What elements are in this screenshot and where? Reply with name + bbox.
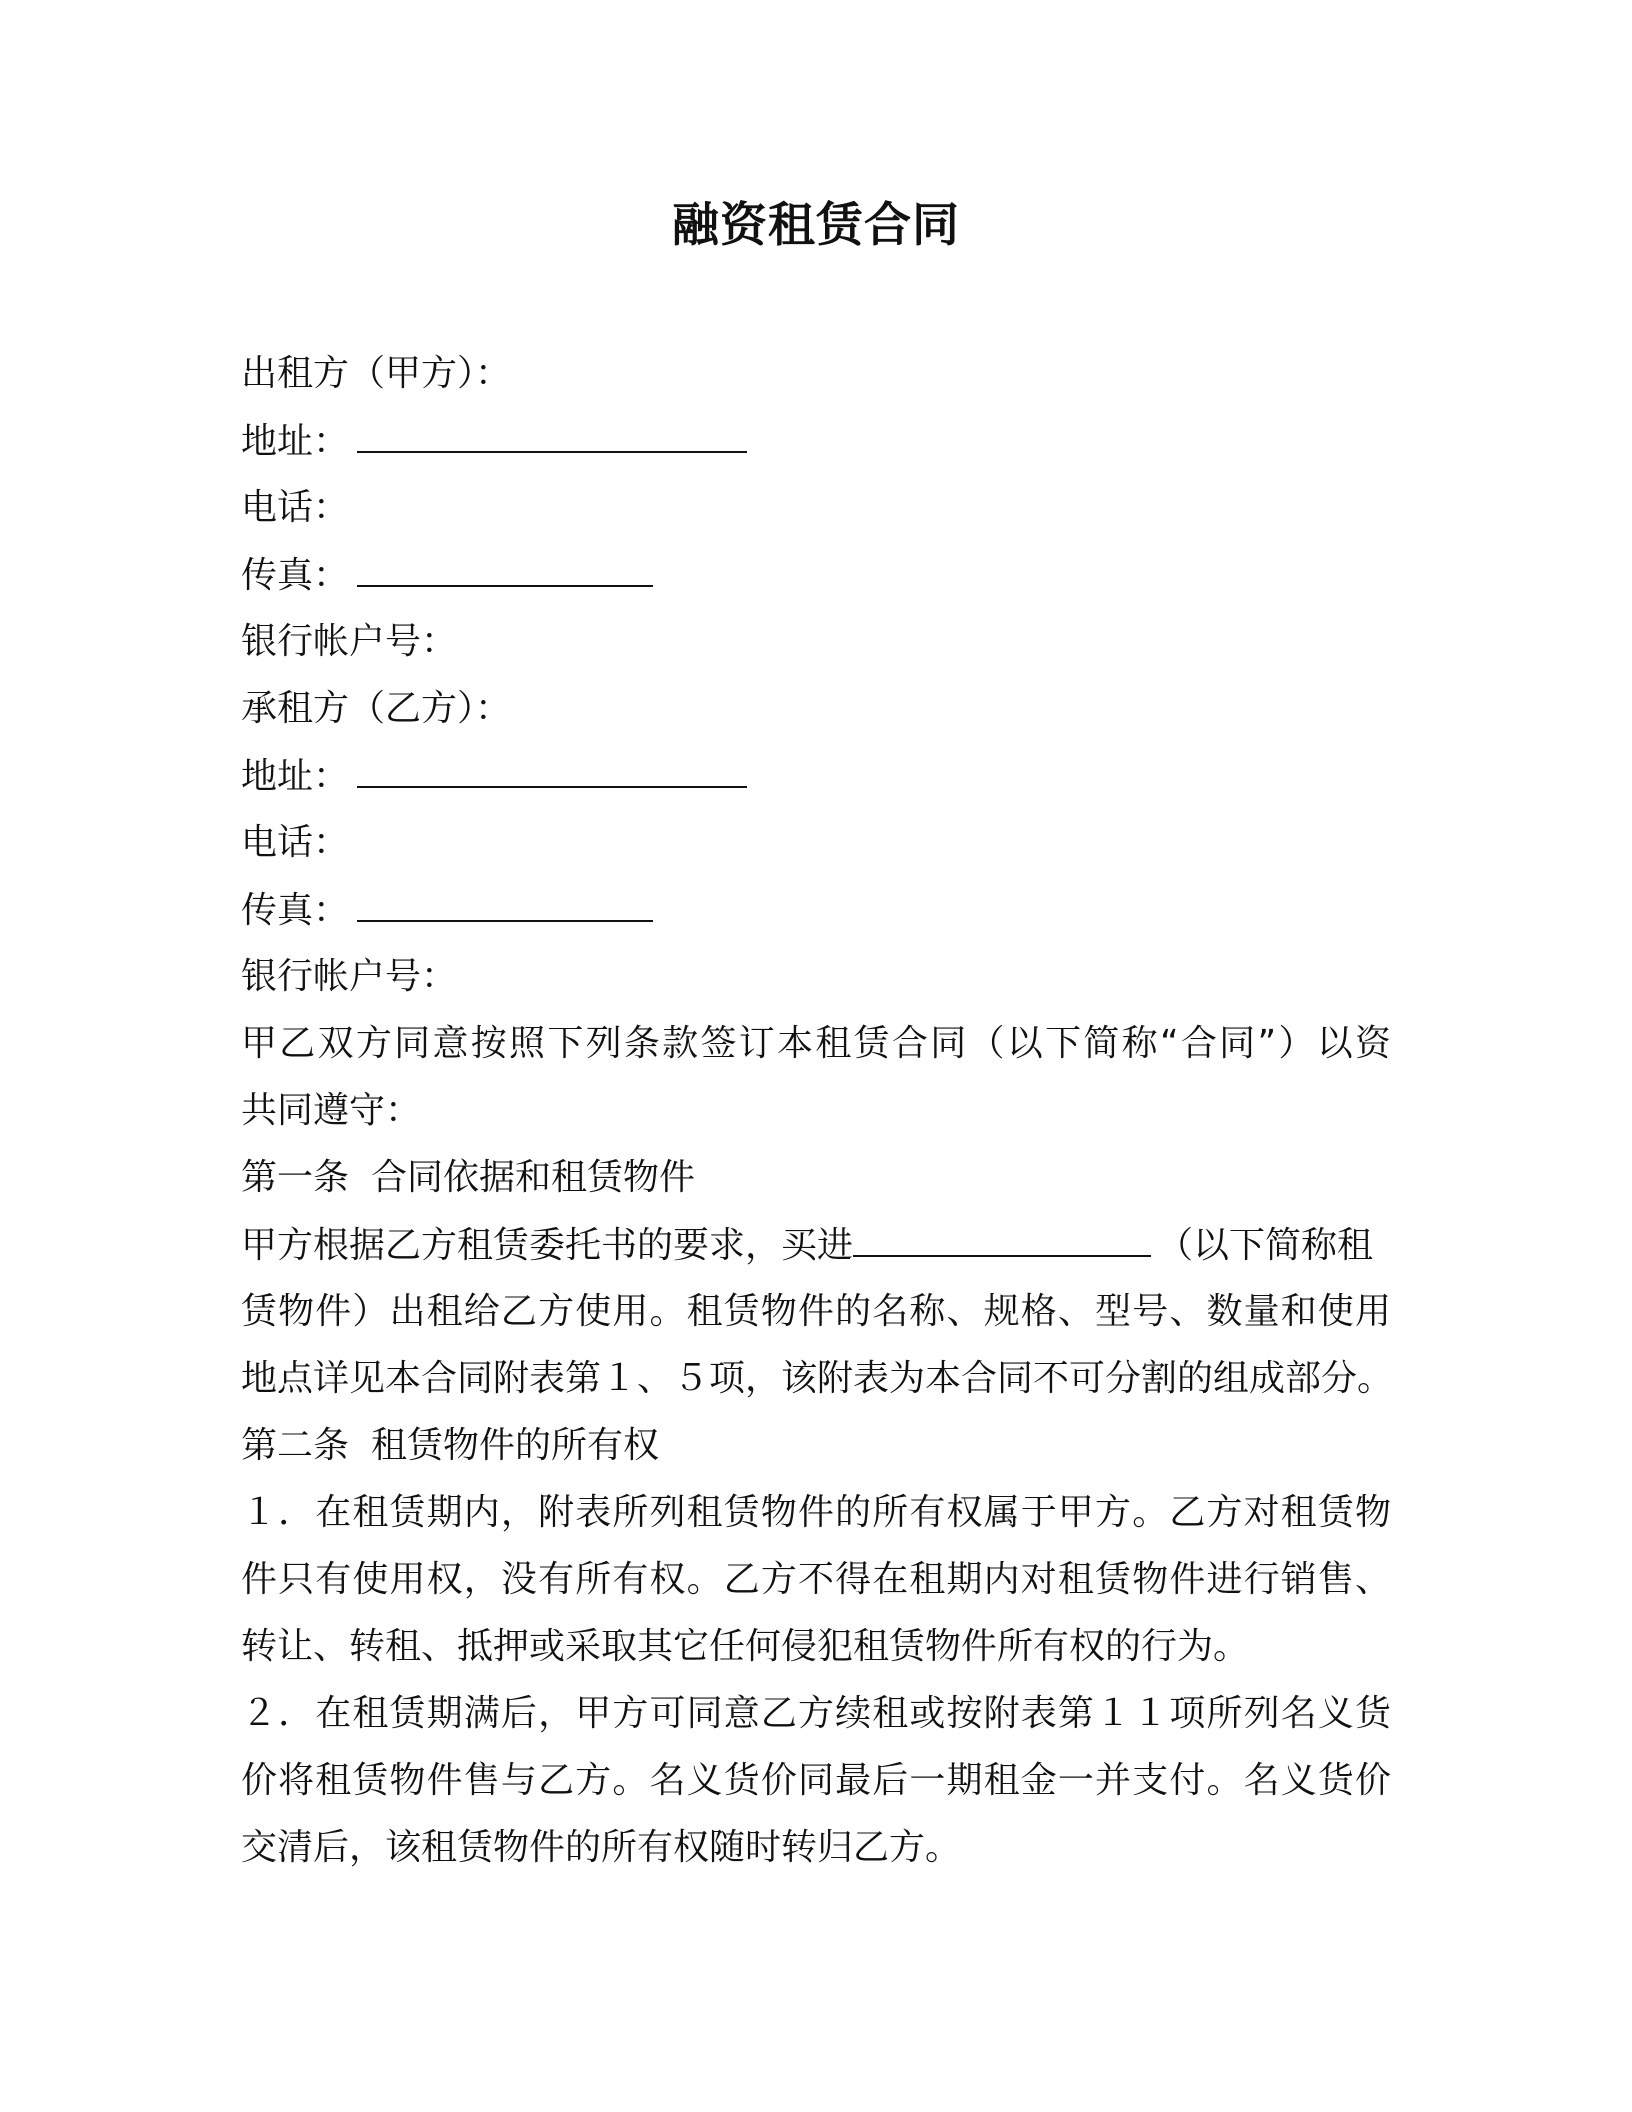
party-a-bank-row	[241, 608, 1391, 675]
party-a-address-blank[interactable]	[357, 407, 747, 453]
party-b-fax-row	[241, 876, 1391, 943]
article-1-title: 合同依据和租赁物件	[371, 1157, 696, 1198]
article-2-clause-2-line-2: 价将租赁物件售与乙方。名义货价同最后一期租金一并支付。名义货价	[241, 1760, 1391, 1801]
article-1-line-3: 地点详见本合同附表第１、５项，该附表为本合同不可分割的组成部分。	[241, 1358, 1394, 1399]
party-b-bank-row	[241, 943, 1391, 1010]
party-b-bank-label: 银行帐户号：	[241, 956, 458, 997]
article-1-heading	[241, 1144, 1391, 1211]
party-b-phone-row	[241, 809, 1391, 876]
party-b-fax-label: 传真：	[241, 890, 350, 931]
party-b-address-label: 地址：	[241, 756, 350, 797]
article-2-number: 第二条	[241, 1425, 350, 1466]
preamble-line-2: 共同遵守：	[241, 1090, 422, 1131]
preamble-line-1: 甲乙双方同意按照下列条款签订本租赁合同（以下简称“合同”）以资	[241, 1023, 1391, 1064]
article-1-number: 第一条	[241, 1157, 350, 1198]
article-2-clause-2-line-1: ２．在租赁期满后，甲方可同意乙方续租或按附表第１１项所列名义货	[241, 1693, 1391, 1734]
party-b-heading: 承租方（乙方）：	[241, 688, 512, 729]
party-a-address-label: 地址：	[241, 421, 350, 462]
article-2-clause-1-line-2: 件只有使用权，没有所有权。乙方不得在租期内对租赁物件进行销售、	[241, 1559, 1391, 1600]
party-a-fax-blank[interactable]	[357, 541, 653, 587]
article-2-clause-1-line-3: 转让、转租、抵押或采取其它任何侵犯租赁物件所有权的行为。	[241, 1626, 1250, 1667]
leased-item-blank[interactable]	[853, 1211, 1151, 1257]
document-title: 融资租赁合同	[672, 198, 960, 253]
party-a-heading: 出租方（甲方）：	[241, 353, 512, 394]
party-a-fax-row	[241, 541, 1391, 608]
party-b-address-row	[241, 742, 1391, 809]
party-a-phone-label: 电话：	[241, 487, 350, 528]
article-2-clause-1-line-1: １．在租赁期内，附表所列租赁物件的所有权属于甲方。乙方对租赁物	[241, 1492, 1391, 1533]
party-a-bank-label: 银行帐户号：	[241, 621, 458, 662]
article-1-line-1	[241, 1211, 1391, 1278]
article-2-title: 租赁物件的所有权	[371, 1425, 660, 1466]
article-1-line-2: 赁物件）出租给乙方使用。租赁物件的名称、规格、型号、数量和使用	[241, 1291, 1391, 1332]
article-1-line-1-after: （以下简称租	[1157, 1225, 1374, 1266]
article-2-clause-2-line-3: 交清后，该租赁物件的所有权随时转归乙方。	[241, 1827, 962, 1868]
party-a-fax-label: 传真：	[241, 555, 350, 596]
party-a-address-row	[241, 407, 1391, 474]
article-2-heading	[241, 1412, 1391, 1479]
party-b-address-blank[interactable]	[357, 742, 747, 788]
party-a-phone-row	[241, 474, 1391, 541]
party-b-phone-label: 电话：	[241, 822, 350, 863]
article-1-line-1-before: 甲方根据乙方租赁委托书的要求，买进	[241, 1225, 854, 1266]
party-b-fax-blank[interactable]	[357, 876, 653, 922]
document-body	[241, 340, 1394, 1881]
